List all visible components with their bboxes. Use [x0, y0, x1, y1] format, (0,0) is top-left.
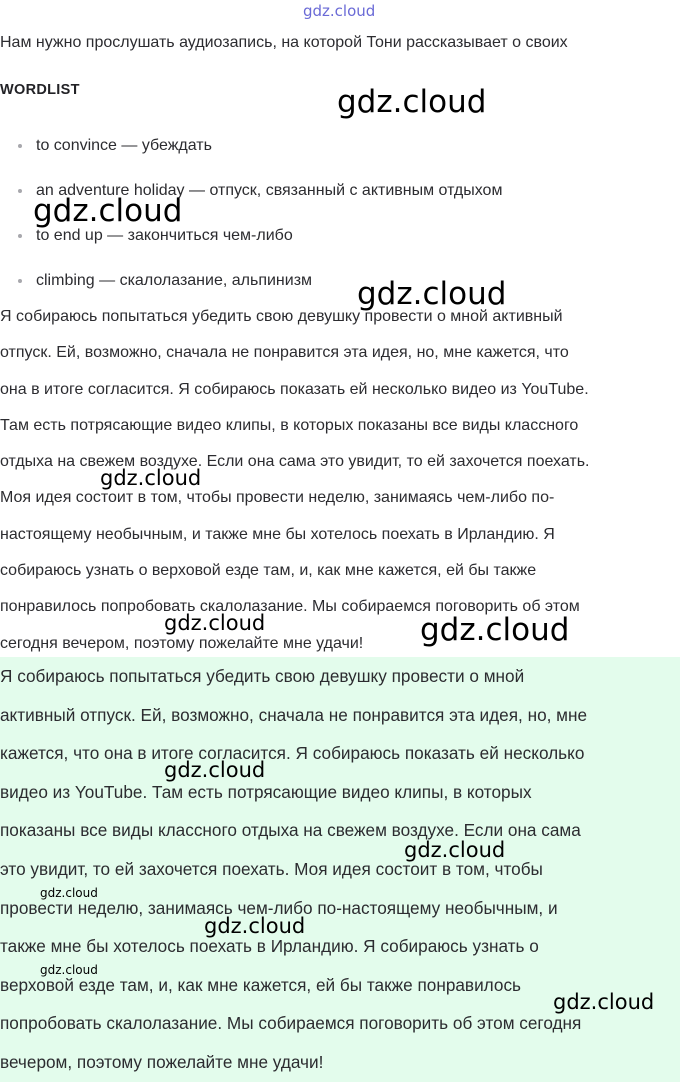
watermark: gdz.cloud — [553, 990, 655, 1014]
answer-line: показаны все виды классного отдыха на свежем воздухе. Если она сама — [0, 820, 581, 841]
answer-line: попробовать скалолазание. Мы собираемся поговорить об этом сегодня — [0, 1013, 582, 1034]
answer-line: видео из YouTube. Там есть потрясающие видео клипы, в которых — [0, 781, 532, 802]
answer-line: активный отпуск. Ей, возможно, сначала не понравится эта идея, но, мне — [0, 704, 588, 725]
watermark: gdz.cloud — [357, 276, 507, 312]
translation-line: отпуск. Ей, возможно, сначала не понравится эта идея, но, мне кажется, что — [0, 344, 569, 362]
watermark: gdz.cloud — [40, 963, 98, 977]
wordlist-item — [0, 128, 502, 173]
watermark: gdz.cloud — [40, 886, 98, 900]
watermark: gdz.cloud — [420, 612, 570, 648]
bullet-icon — [18, 189, 22, 193]
bullet-icon — [18, 279, 22, 283]
watermark: gdz.cloud — [33, 193, 183, 229]
watermark: gdz.cloud — [337, 84, 487, 120]
wordlist-heading: WORDLIST — [0, 82, 80, 98]
translation-line: настоящему необычным, и также мне бы хотелось поехать в Ирландию. Я — [0, 525, 555, 543]
site-watermark-top: gdz.cloud — [303, 2, 376, 20]
translation-line: Моя идея состоит в том, чтобы провести неделю, занимаясь чем-либо по- — [0, 489, 555, 507]
wordlist-item-text: to convince — убеждать — [36, 137, 212, 154]
watermark: gdz.cloud — [204, 914, 306, 938]
watermark: gdz.cloud — [164, 758, 266, 782]
wordlist-item — [0, 173, 502, 218]
translation-line: отдыха на свежем воздухе. Если она сама это увидит, то ей захочется поехать. — [0, 453, 590, 471]
answer-line: Я собираюсь попытаться убедить свою девушку провести о мной — [0, 666, 525, 686]
wordlist-item-text: climbing — скалолазание, альпинизм — [36, 272, 313, 289]
translation-line: она в итоге согласится. Я собираюсь показать ей несколько видео из YouTube. — [0, 380, 589, 398]
answer-line: верховой езде там, и, как мне кажется, ей бы также понравилось — [0, 974, 521, 995]
translation-line: Я собираюсь попытаться убедить свою девушку провести о мной активный — [0, 308, 563, 325]
answer-paragraph — [0, 657, 678, 1082]
bullet-icon — [18, 234, 22, 238]
wordlist-item — [0, 218, 502, 263]
answer-line: это увидит, то ей захочется поехать. Моя идея состоит в том, чтобы — [0, 858, 543, 879]
wordlist — [0, 128, 502, 308]
bullet-icon — [18, 144, 22, 148]
translation-line: собираюсь узнать о верховой езде там, и, как мне кажется, ей бы также — [0, 562, 537, 580]
wordlist-item-text: an adventure holiday — отпуск, связанный с активным отдыхом — [36, 182, 503, 199]
watermark: gdz.cloud — [404, 838, 506, 862]
watermark: gdz.cloud — [100, 466, 202, 490]
answer-line: также мне бы хотелось поехать в Ирландию. Я собираюсь узнать о — [0, 936, 539, 957]
watermark: gdz.cloud — [164, 611, 266, 635]
answer-line: провести неделю, занимаясь чем-либо по-настоящему необычным, и — [0, 897, 558, 918]
wordlist-item-text: to end up — закончиться чем-либо — [36, 227, 293, 244]
answer-line: кажется, что она в итоге согласится. Я собираюсь показать ей несколько — [0, 743, 585, 764]
answer-line: вечером, поэтому пожелайте мне удачи! — [0, 1051, 324, 1072]
translation-paragraph — [0, 299, 680, 662]
translation-line: Там есть потрясающие видео клипы, в которых показаны все виды классного — [0, 416, 579, 434]
translation-line: сегодня вечером, поэтому пожелайте мне удачи! — [0, 634, 364, 652]
translation-line: понравилось попробовать скалолазание. Мы собираемся поговорить об этом — [0, 598, 580, 616]
intro-text: Нам нужно прослушать аудиозапись, на которой Тони рассказывает о своих — [0, 34, 568, 51]
